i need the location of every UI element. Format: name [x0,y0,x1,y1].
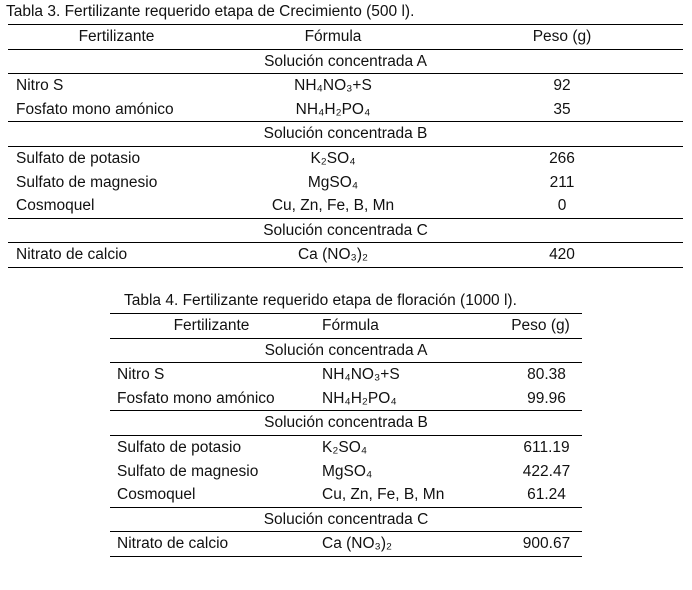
fertilizer-cell: Fosfato mono amónico [110,387,313,411]
table-row [8,243,683,268]
section-title: Solución concentrada C [110,507,582,532]
weight-cell: 92 [553,77,571,95]
fertilizer-cell: Nitro S [117,366,165,384]
fertilizer-cell: Nitro S [16,77,64,95]
fertilizer-cell: Sulfato de magnesio [117,462,259,480]
fertilizer-cell: Sulfato de potasio [117,438,242,456]
weight-cell: 611.19 [523,438,570,456]
fertilizer-cell: Sulfato de potasio [16,149,141,167]
section-title: Solución concentrada B [110,411,582,436]
table-row [110,460,582,484]
table3-caption: Tabla 3. Fertilizante requerido etapa de Crecimiento (500 l). [6,3,415,20]
table3-header-row [8,25,683,50]
fertilizer-cell: Nitrato de calcio [110,532,313,557]
formula-cell: Cu, Zn, Fe, B, Mn [225,194,441,218]
formula-cell: Ca (NO₃)₂ [313,532,471,557]
section-title: Solución concentrada A [110,338,582,363]
header-fertilizante: Fertilizante [8,25,225,50]
section-row [8,218,683,243]
fertilizer-cell: Fosfato mono amónico [8,98,225,122]
formula-cell: NH₄H₂PO₄ [225,98,441,122]
formula-cell: MgSO₄ [322,462,373,480]
weight-cell: 422.47 [522,462,571,480]
header-peso: Peso (g) [441,25,683,50]
table4-caption: Tabla 4. Fertilizante requerido etapa de floración (1000 l). [124,292,517,309]
header-formula: Fórmula [225,25,441,50]
weight-cell: 35 [441,98,683,122]
weight-cell: 80.38 [527,366,566,384]
formula-cell: NH₄NO₃+S [322,366,400,384]
fertilizer-cell: Cosmoquel [110,483,313,507]
weight-cell: 211 [549,173,575,191]
weight-cell: 900.67 [471,532,582,557]
formula-cell: Ca (NO₃)₂ [225,243,441,268]
section-title: Solución concentrada B [8,122,683,147]
table-row [110,387,582,411]
header-peso: Peso (g) [471,314,582,339]
section-row [110,338,582,363]
weight-cell: 99.96 [471,387,582,411]
table-row [110,435,582,459]
formula-cell: NH₄NO₃+S [294,77,372,95]
table-row [110,532,582,557]
formula-cell: K₂SO₄ [322,438,368,456]
section-row [110,411,582,436]
section-row [110,507,582,532]
weight-cell: 266 [549,149,575,167]
table-row [8,98,683,122]
formula-cell: Cu, Zn, Fe, B, Mn [313,483,471,507]
header-fertilizante: Fertilizante [110,314,313,339]
table4 [110,313,582,557]
section-row [8,122,683,147]
table-row [8,146,683,170]
weight-cell: 0 [441,194,683,218]
fertilizer-cell: Nitrato de calcio [8,243,225,268]
table-row [8,194,683,218]
table-row [8,74,683,98]
table3 [8,24,683,268]
table-row [110,363,582,387]
weight-cell: 420 [441,243,683,268]
header-formula: Fórmula [313,314,471,339]
fertilizer-cell: Sulfato de magnesio [16,173,158,191]
table-row [8,171,683,195]
table4-header-row [110,314,582,339]
section-title: Solución concentrada C [8,218,683,243]
section-row [8,49,683,74]
weight-cell: 61.24 [471,483,582,507]
table-row [110,483,582,507]
formula-cell: K₂SO₄ [310,149,356,167]
fertilizer-cell: Cosmoquel [8,194,225,218]
section-title: Solución concentrada A [8,49,683,74]
formula-cell: NH₄H₂PO₄ [313,387,471,411]
formula-cell: MgSO₄ [307,173,359,191]
